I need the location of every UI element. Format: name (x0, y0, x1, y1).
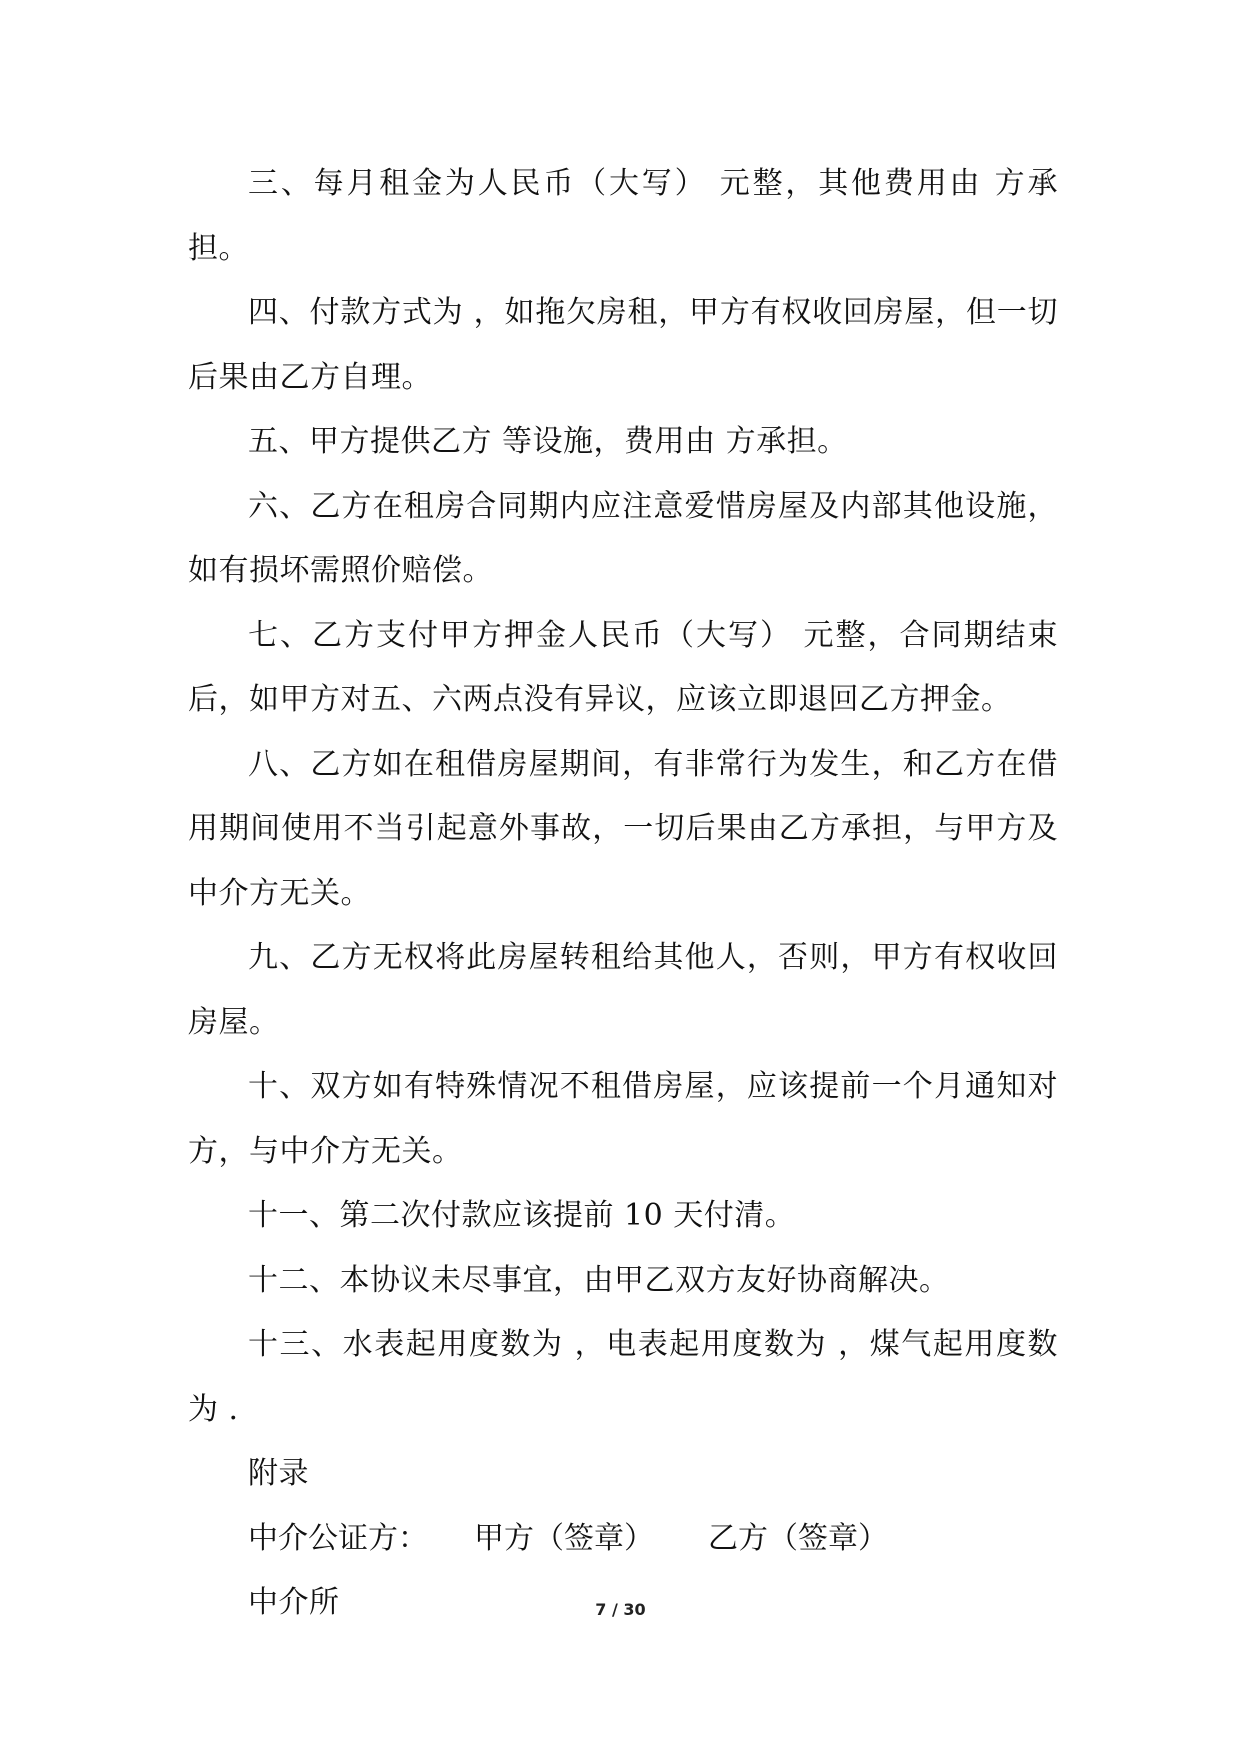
appendix-label: 附录 (248, 1456, 309, 1491)
signature-line (188, 1507, 1058, 1572)
document-body (188, 152, 1058, 1636)
clause-6: 六、乙方在租房合同期内应注意爱惜房屋及内部其他设施，如有损坏需照价赔偿。 (188, 488, 1058, 588)
clause-13: 十三、水表起用度数为 ，电表起用度数为 ，煤气起用度数为 . (188, 1327, 1058, 1427)
agency-office-label: 中介所 (248, 1585, 340, 1620)
clause-10: 十、双方如有特殊情况不租借房屋，应该提前一个月通知对方，与中介方无关。 (188, 1069, 1058, 1169)
clause-12: 十二、本协议未尽事宜，由甲乙双方友好协商解决。 (248, 1262, 950, 1298)
clause-11: 十一、第二次付款应该提前 10 天付清。 (248, 1198, 796, 1233)
party-b-signature-label: 乙方（签章） (708, 1520, 888, 1556)
clause-7: 七、乙方支付甲方押金人民币（大写） 元整，合同期结束后，如甲方对五、六两点没有异议，应该立即退回乙方押金。 (188, 617, 1058, 717)
party-a-signature-label: 甲方（签章） (474, 1520, 654, 1556)
clause-5: 五、甲方提供乙方 等设施，费用由 方承担。 (248, 424, 848, 459)
agency-signature-label: 中介公证方： (248, 1520, 428, 1556)
clause-3: 三、每月租金为人民币（大写） 元整，其他费用由 方承担。 (188, 166, 1058, 266)
page-number: 7 / 30 (595, 1600, 646, 1619)
clause-8: 八、乙方如在租借房屋期间，有非常行为发生，和乙方在借用期间使用不当引起意外事故，一切后果由乙方承担，与甲方及中介方无关。 (188, 746, 1058, 911)
clause-9: 九、乙方无权将此房屋转租给其他人，否则，甲方有权收回房屋。 (188, 940, 1058, 1040)
clause-4: 四、付款方式为 ，如拖欠房租，甲方有权收回房屋，但一切后果由乙方自理。 (188, 295, 1058, 395)
